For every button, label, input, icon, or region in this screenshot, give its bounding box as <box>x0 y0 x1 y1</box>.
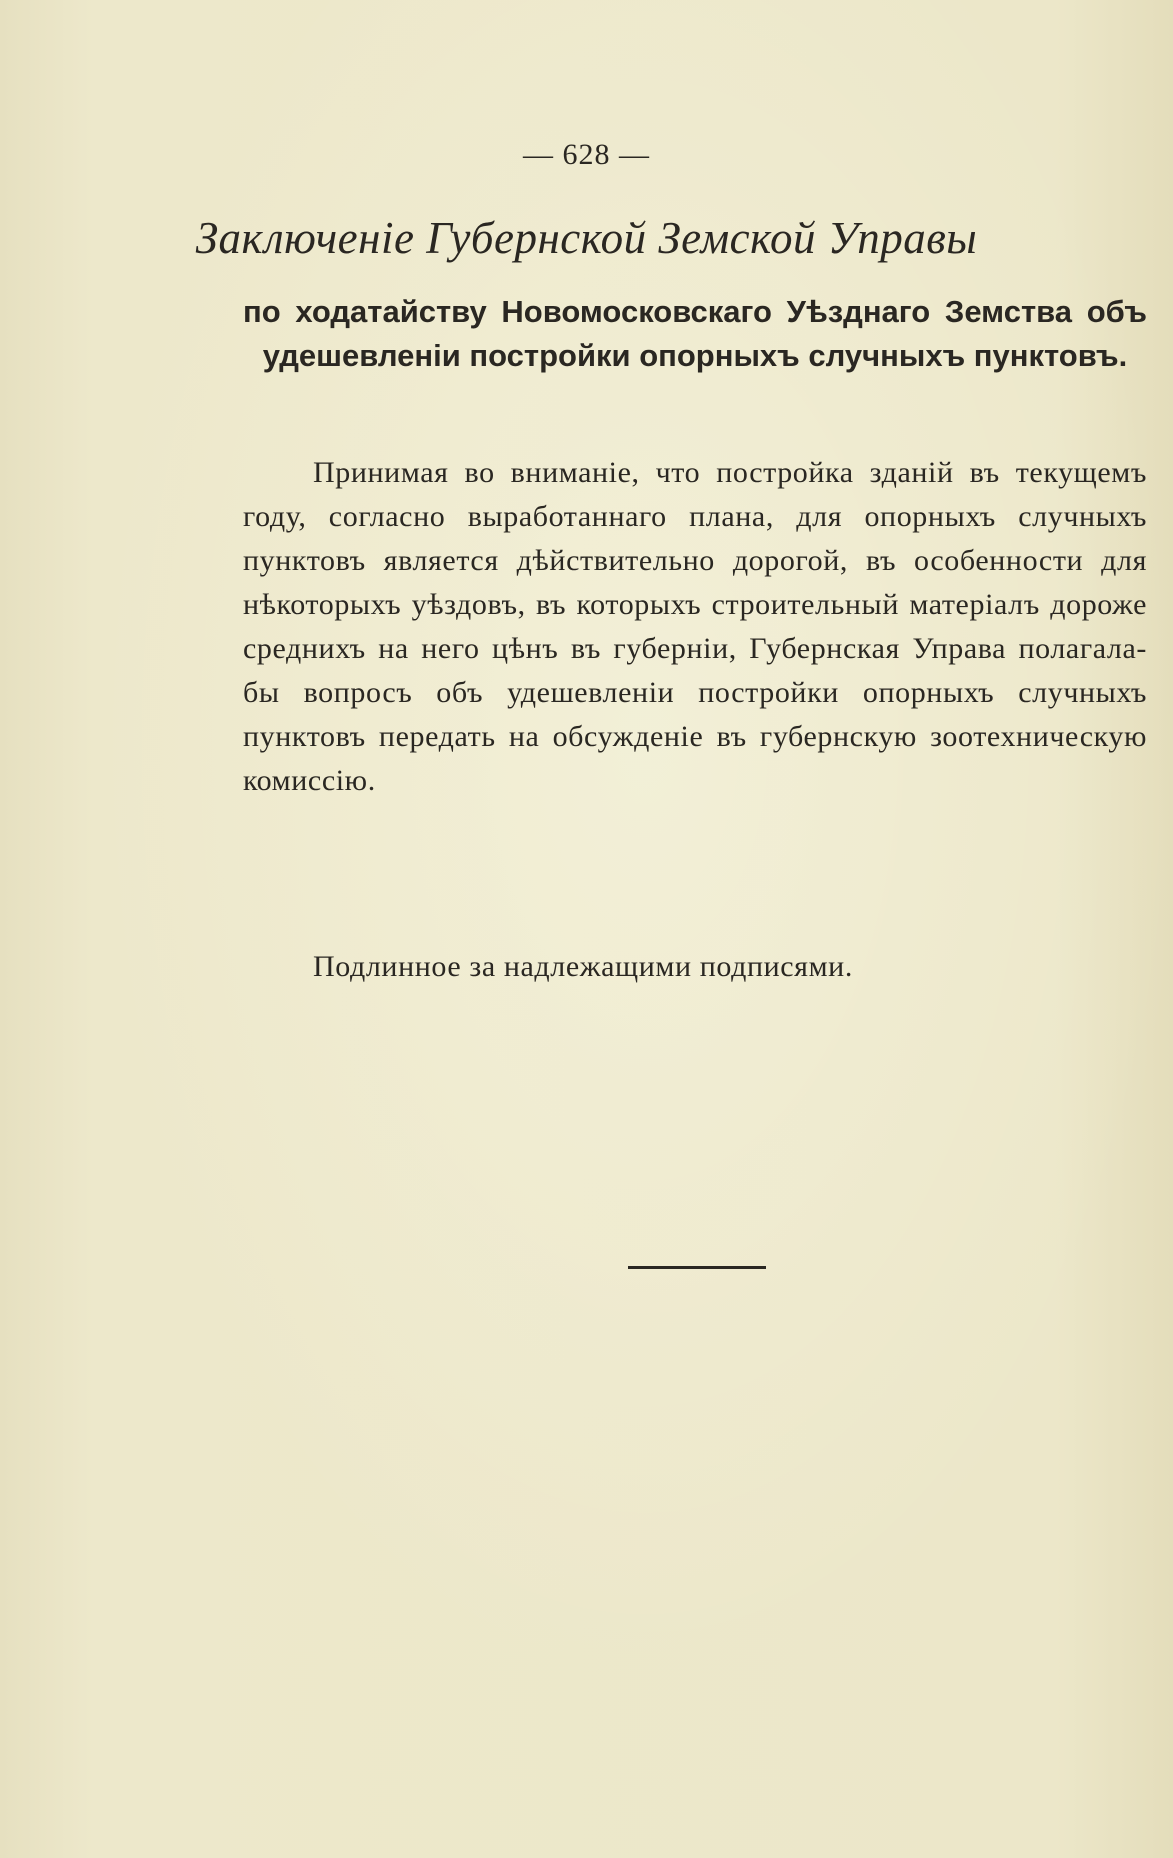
page-number: — 628 — <box>523 138 650 171</box>
body-paragraph: Принимая во вниманiе, что постройка зданiй въ текущемъ году, согласно выработаннаго плана, для опорныхъ случныхъ пунктовъ является дѣйствительно дорогой, въ особенности для нѣкоторыхъ уѣздовъ, въ которыхъ строительный матерiалъ дороже среднихъ на него цѣнъ въ губернiи, Губернская Управа полагала-бы вопросъ объ удешевленiи постройки опорныхъ случныхъ пунктовъ передать на обсужденiе въ губернскую зоотехническую комиссiю. <box>243 456 1147 797</box>
document-heading: Заключенiе Губернской Земской Управы <box>195 213 978 263</box>
document-subheading: по ходатайству Новомосковскаго Уѣзднаго Земства объ удешевленiи постройки опорныхъ случныхъ пунктовъ. <box>243 294 1147 373</box>
closing-rule <box>628 1266 766 1269</box>
signature-line: Подлинное за надлежащими подписями. <box>313 950 853 983</box>
